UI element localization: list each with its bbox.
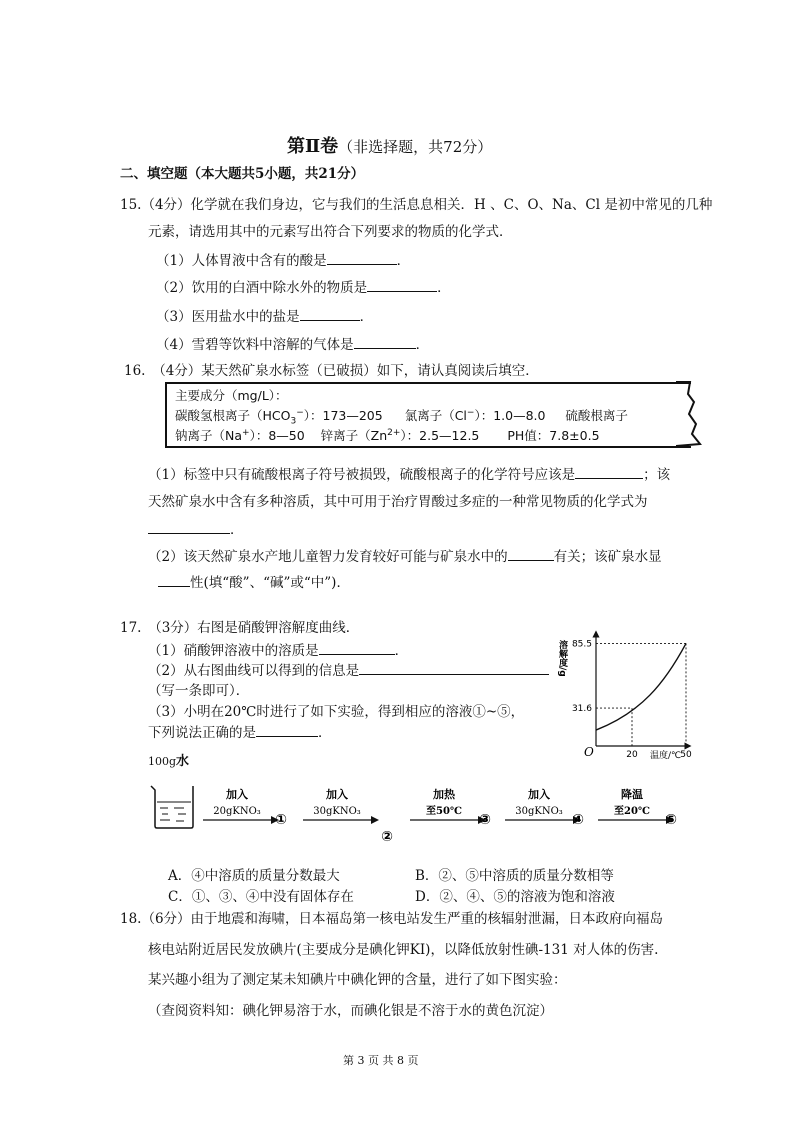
flow-step-amount: 30gKNO₃	[313, 806, 361, 817]
y-axis-label: 溶解度/g	[557, 640, 567, 677]
flow-step-amount: 至20℃	[614, 806, 650, 817]
q15-item-4	[156, 333, 429, 353]
q15-stem-line2: 元素，请选用其中的元素写出符合下列要求的物质的化学式．	[148, 224, 513, 240]
option-a[interactable]: A．④中溶质的质量分数最大	[168, 868, 340, 884]
label-line-3: 钠离子（Na+）：8—50 锌离子$(Zn^{2+})$：2.5—12.5 PH值：7.8±0.5	[175, 427, 600, 443]
label-line-2: 碳酸氢根离子$(HCO_3^-)$：173—205 氯离子（Cl−）：1.0—8.0 硫酸根离子	[175, 407, 628, 427]
period: ．	[359, 309, 374, 325]
q15-item-4-text: （4）雪碧等饮料中溶解的气体是	[156, 337, 354, 353]
answer-blank[interactable]	[508, 548, 554, 561]
mineral-water-label	[165, 382, 691, 448]
answer-blank[interactable]	[148, 521, 230, 534]
period: ．	[437, 280, 451, 296]
q15-item-3	[156, 305, 373, 325]
q16-part1-line2: 天然矿泉水中含有多种溶质，其中可用于治疗胃酸过多症的一种常见物质的化学式为	[148, 494, 648, 510]
flow-step-action: 加热	[433, 788, 455, 801]
q18-line3: 某兴趣小组为了测定某未知碘片中碘化钾的含量，进行了如下图实验：	[148, 972, 567, 988]
q16-part1-line1	[148, 463, 670, 483]
flow-step-amount: 至50℃	[426, 806, 462, 817]
q15-item-1-text: （1）人体胃液中含有的酸是	[156, 253, 327, 269]
answer-blank[interactable]	[359, 662, 549, 675]
option-b[interactable]: B．②、⑤中溶质的质量分数相等	[415, 868, 614, 884]
title-sub: （非选择题，共72分）	[338, 138, 493, 156]
period: ．	[396, 253, 411, 269]
flow-step-action: 加入	[226, 788, 248, 801]
q18-line2: 核电站附近居民发放碘片(主要成分是碘化钾KI)，以降低放射性碘-131 对人体的伤害.	[148, 942, 659, 958]
q15-item-3-text: （3）医用盐水中的盐是	[156, 309, 300, 325]
section-heading: 二、填空题（本大题共5小题，共21分）	[120, 166, 365, 182]
x-axis-label: 温度/℃	[650, 751, 682, 761]
q17-stem: 17. （3分）右图是硝酸钾溶解度曲线．	[120, 620, 360, 636]
y-tick-label: 31.6	[571, 704, 592, 715]
q16-part2-line1	[148, 545, 662, 565]
chloride-label: 氯离子（Cl	[404, 408, 467, 423]
option-c[interactable]: C．①、③、④中没有固体存在	[168, 889, 354, 905]
q16-p2b: 有关；该矿泉水显	[553, 549, 662, 565]
title-main: 第Ⅱ卷	[287, 136, 339, 157]
flow-arrow-head	[371, 816, 379, 824]
q16-part2-line2	[158, 571, 350, 591]
sodium-label: 钠离子（Na	[175, 428, 243, 443]
answer-blank[interactable]	[575, 466, 643, 479]
beaker-icon	[148, 784, 200, 830]
q16-p1d: ．	[230, 522, 244, 538]
flow-solution-number: ①	[275, 812, 287, 828]
flow-step-action: 加入	[326, 788, 348, 801]
bicarbonate-label: 碳酸氢根离子（HCO	[175, 408, 291, 423]
x-tick-label: 50	[680, 750, 692, 760]
solubility-curve-chart	[550, 628, 695, 763]
period: ．	[318, 725, 332, 741]
q15-stem-line1: 15.（4分）化学就在我们身边，它与我们的生活息息相关．H 、C、O、Na、Cl 是初中常见的几种	[120, 197, 713, 213]
sulfate-label: 硫酸根离子	[565, 408, 628, 423]
x-tick-label: 20	[626, 750, 638, 760]
answer-blank[interactable]	[354, 336, 416, 349]
q16-p1b: ；该	[643, 467, 671, 483]
page-title	[287, 132, 492, 158]
water-label	[148, 750, 189, 769]
q17-part1	[148, 639, 408, 659]
q15-item-2-text: （2）饮用的白酒中除水外的物质是	[156, 280, 368, 296]
bicarbonate-value: ）：173—205	[303, 408, 383, 423]
answer-blank[interactable]	[256, 724, 318, 737]
q15-item-2	[156, 276, 451, 296]
q17-part3-line1: （3）小明在20℃时进行了如下实验，得到相应的溶液①~⑤，	[148, 704, 525, 720]
answer-blank[interactable]	[319, 642, 395, 655]
q18-line4: （查阅资料知：碘化钾易溶于水，而碘化银是不溶于水的黄色沉淀）	[148, 1003, 553, 1019]
chloride-value: ）：1.0—8.0	[474, 408, 546, 423]
period: ．	[415, 337, 430, 353]
option-d[interactable]: D．②、④、⑤的溶液为饱和溶液	[415, 889, 615, 905]
torn-edge-graphic	[676, 380, 706, 450]
ph-value: PH值：7.8±0.5	[507, 428, 600, 443]
flow-step-action: 降温	[621, 788, 643, 801]
answer-blank[interactable]	[158, 574, 190, 587]
page-number: 第 3 页 共 8 页	[343, 1054, 419, 1067]
q17-p2: （2）从右图曲线可以得到的信息是	[148, 663, 360, 679]
flow-solution-number: ④	[572, 812, 584, 828]
q17-p3b: 下列说法正确的是	[148, 725, 256, 741]
flow-step-action: 加入	[528, 788, 550, 801]
q16-part1-line3	[148, 518, 244, 538]
answer-blank[interactable]	[367, 279, 437, 292]
q16-p2a: （2）该天然矿泉水产地儿童智力发育较好可能与矿泉水中的	[148, 549, 508, 565]
flow-solution-number: ③	[479, 812, 491, 828]
q15-item-1	[156, 249, 410, 269]
flow-step-amount: 20gKNO₃	[213, 806, 261, 817]
y-tick-label: 85.5	[571, 639, 592, 650]
flow-step-amount: 30gKNO₃	[515, 806, 563, 817]
zinc-label: 锌离子（Zn	[320, 428, 388, 443]
origin-label: O	[584, 745, 594, 759]
answer-blank[interactable]	[327, 252, 397, 265]
experiment-flow	[195, 776, 695, 846]
label-line-1: 主要成分（mg/L）：	[175, 388, 288, 403]
q17-part3-line2	[148, 721, 332, 741]
period: ．	[394, 643, 409, 659]
zinc-value: ）：2.5—12.5	[400, 428, 480, 443]
sodium-value: ）：8—50	[249, 428, 305, 443]
water-text: 水	[176, 754, 190, 769]
solubility-curve	[596, 643, 686, 730]
water-mass: 100g	[148, 755, 177, 768]
q16-p2c: 性(填“酸”、“碱”或“中”)．	[190, 575, 350, 591]
q17-part2	[148, 659, 549, 679]
q16-stem: 16. （4分）某天然矿泉水标签（已破损）如下，请认真阅读后填空．	[124, 363, 539, 379]
q18-line1: 18.（6分）由于地震和海啸，日本福岛第一核电站发生严重的核辐射泄漏，日本政府向福岛	[120, 911, 664, 927]
answer-blank[interactable]	[300, 308, 360, 321]
q16-p1a: （1）标签中只有硫酸根离子符号被损毁，硫酸根离子的化学符号应该是	[148, 467, 576, 483]
flow-solution-number: ⑤	[665, 812, 677, 828]
flow-solution-number: ②	[381, 829, 393, 845]
q17-p1: （1）硝酸钾溶液中的溶质是	[148, 643, 319, 659]
q17-part2b: （写一条即可）．	[148, 683, 250, 699]
